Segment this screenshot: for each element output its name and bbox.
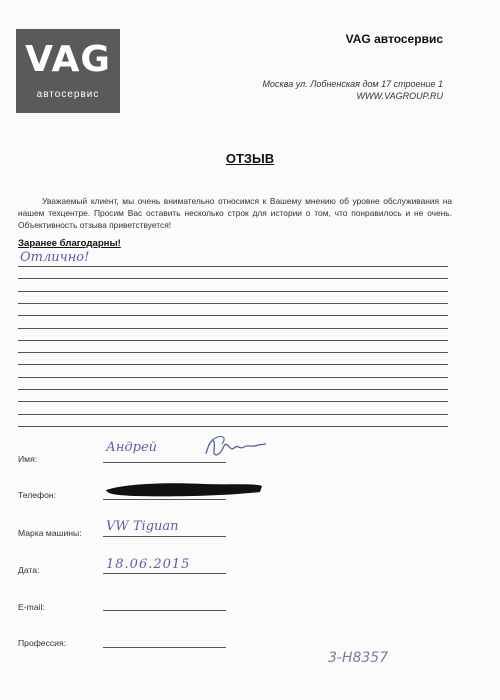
phone-field-line (103, 499, 226, 500)
review-line (18, 364, 448, 365)
review-line (18, 377, 448, 378)
review-line (18, 340, 448, 341)
date-field-line (103, 573, 226, 574)
review-line (18, 352, 448, 353)
name-field-line (103, 462, 226, 463)
company-website: WWW.VAGROUP.RU (356, 91, 443, 101)
review-line (18, 303, 448, 304)
review-handwritten-text: Отлично! (20, 250, 90, 265)
review-line (18, 389, 448, 390)
review-line (18, 328, 448, 329)
signature-scribble (200, 432, 270, 462)
review-line (18, 315, 448, 316)
reference-number: 3-Н8357 (328, 650, 389, 666)
review-line (18, 266, 448, 267)
date-label: Дата: (18, 565, 40, 575)
car-brand-field-line (103, 536, 226, 537)
email-field-line (103, 610, 226, 611)
review-line (18, 278, 448, 279)
logo-sub-text: автосервис (36, 89, 100, 100)
review-line (18, 291, 448, 292)
form-title: ОТЗЫВ (225, 151, 275, 166)
review-line (18, 401, 448, 402)
company-name: VAG автосервис (345, 32, 443, 46)
logo-main-text: VAG (25, 39, 111, 80)
thanks-heading: Заранее благодарны! (18, 238, 121, 249)
intro-text: Уважаемый клиент, мы очень внимательно относимся к Вашему мнению об уровне обслуживания на нашем техцентре. Просим Вас оставить несколько строк для истории о том, что понравилось и не очень. Объективность отзыва приветствуется! (18, 196, 452, 230)
intro-paragraph (18, 195, 452, 231)
date-value: 18.06.2015 (106, 557, 191, 572)
car-brand-value: VW Tiguan (106, 519, 179, 534)
email-label: E-mail: (18, 602, 45, 612)
review-line (18, 414, 448, 415)
company-address: Москва ул. Лобненская дом 17 строение 1 (262, 79, 443, 89)
name-value: Андрей (106, 440, 158, 455)
vag-logo (16, 29, 120, 113)
review-line (18, 426, 448, 427)
phone-redaction (104, 480, 264, 498)
profession-label: Профессия: (18, 638, 67, 648)
profession-field-line (103, 647, 226, 648)
name-label: Имя: (18, 454, 38, 464)
phone-label: Телефон: (18, 490, 57, 500)
car-brand-label: Марка машины: (18, 528, 82, 538)
